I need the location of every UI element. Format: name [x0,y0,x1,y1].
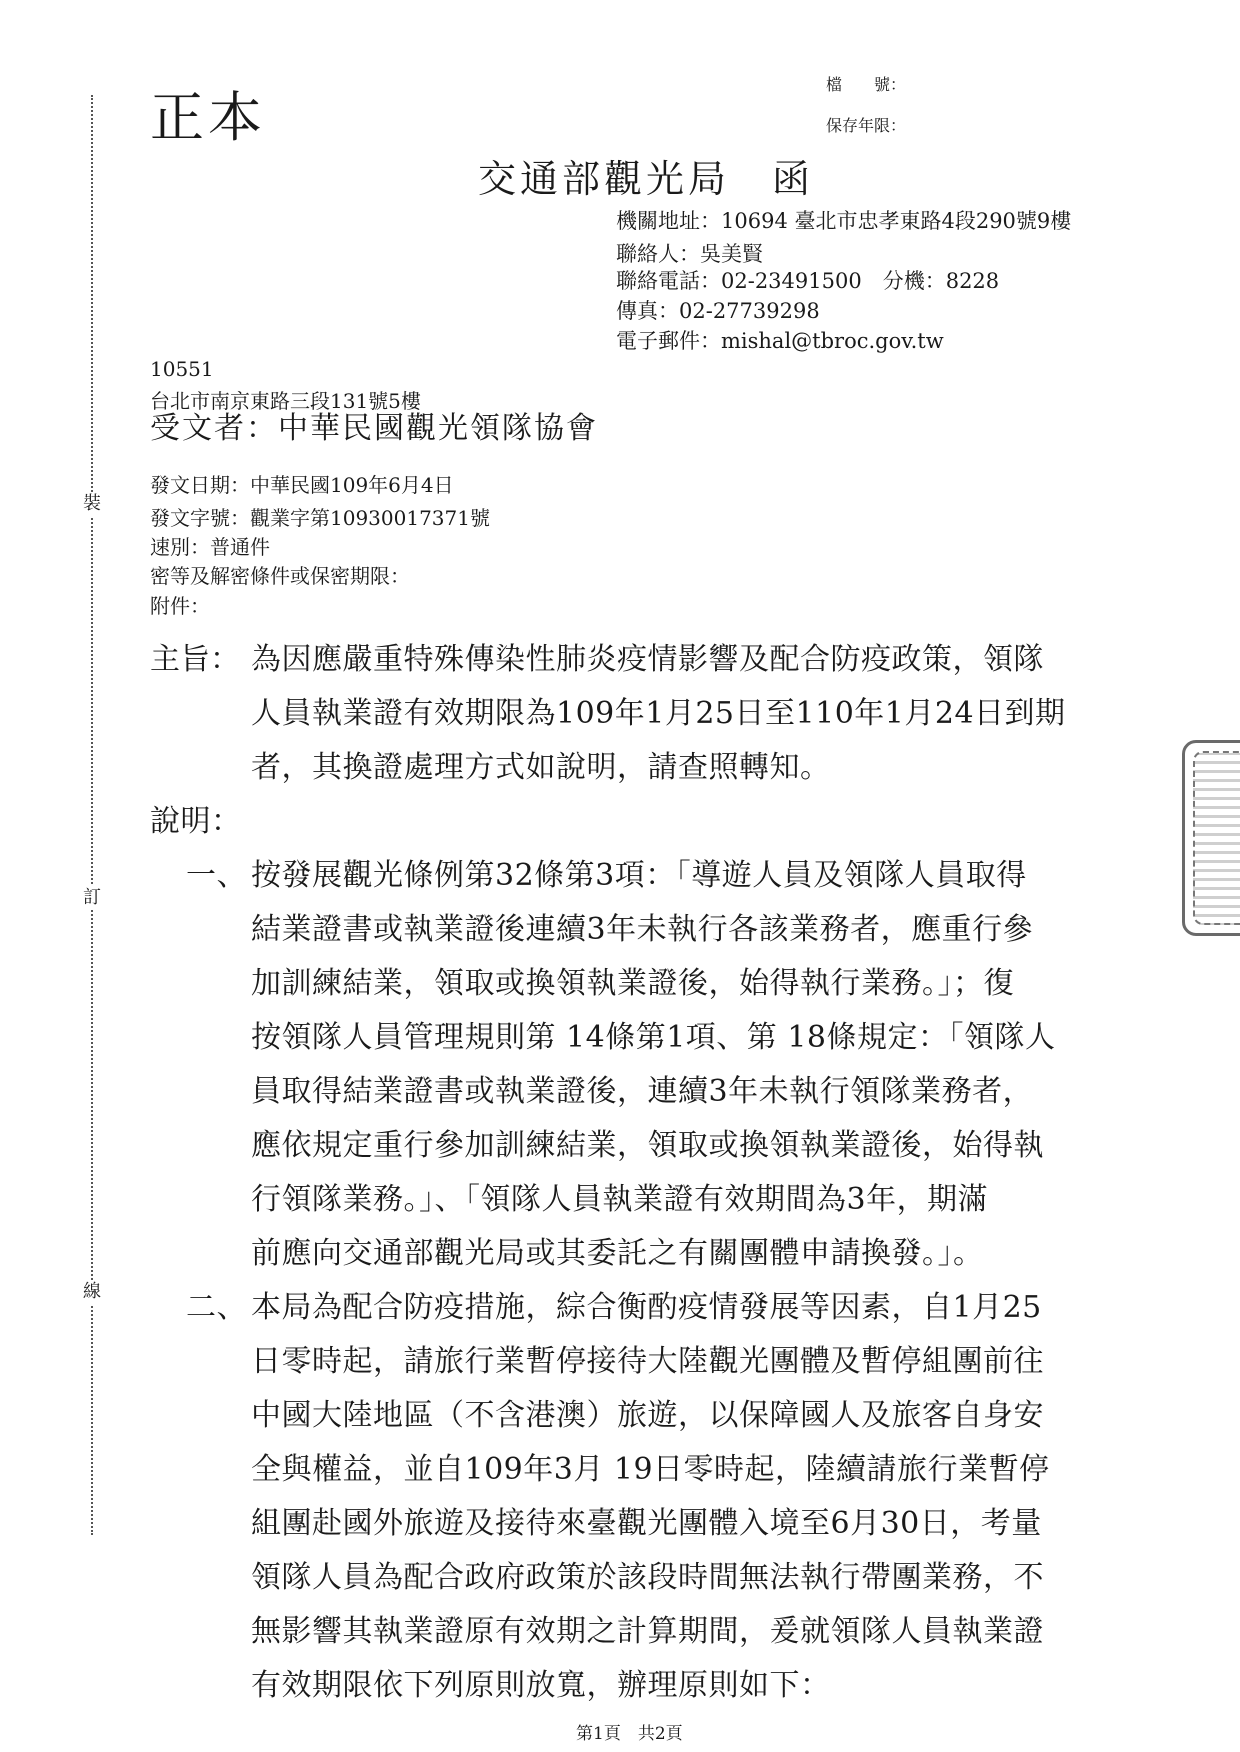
subject-label: 主旨： [150,642,240,677]
binding-line [91,95,93,1535]
recipient-name: 受文者：中華民國觀光領隊協會 [150,411,598,446]
item-1-line: 前應向交通部觀光局或其委託之有關團體申請換發。」。 [251,1236,984,1271]
urgency: 速別：普通件 [150,535,270,559]
item-2-line: 日零時起，請旅行業暫停接待大陸觀光團體及暫停組團前往 [251,1344,1044,1379]
subject-line: 為因應嚴重特殊傳染性肺炎疫情影響及配合防疫政策，領隊 [251,642,1044,677]
item-1-line: 員取得結業證書或執業證後，連續3年未執行領隊業務者， [251,1074,1034,1109]
item-2-line: 無影響其執業證原有效期之計算期間，爰就領隊人員執業證 [251,1614,1044,1649]
copy-type-label: 正本 [150,86,266,149]
sender-fax: 傳真：02-27739298 [616,299,820,323]
issue-date: 發文日期：中華民國109年6月4日 [150,473,454,497]
sender-email: 電子郵件：mishal@tbroc.gov.tw [616,329,944,353]
file-number-label: 檔 號： [826,75,907,94]
binding-char-xian: 線 [80,1280,104,1304]
item-2-marker: 二、 [186,1290,247,1325]
item-1-line: 加訓練結業，領取或換領執業證後，始得執行業務。」；復 [251,966,1014,1001]
item-1-line: 按發展觀光條例第32條第3項：「導遊人員及領隊人員取得 [251,858,1027,893]
retention-period-label: 保存年限： [826,116,907,135]
subject-line: 人員執業證有效期限為109年1月25日至110年1月24日到期 [251,696,1066,731]
subject-line: 者，其換證處理方式如說明，請查照轉知。 [251,750,831,785]
item-2-line: 領隊人員為配合政府政策於該段時間無法執行帶團業務，不 [251,1560,1044,1595]
item-1-line: 行領隊業務。」、「領隊人員執業證有效期間為3年，期滿 [251,1182,989,1217]
recipient-street-address: 台北市南京東路三段131號5樓 [150,389,421,413]
item-2-line: 本局為配合防疫措施，綜合衡酌疫情發展等因素，自1月25 [251,1290,1042,1325]
attachments: 附件： [150,594,210,618]
sender-phone: 聯絡電話：02-23491500 分機：8228 [616,269,1000,293]
explanation-label: 說明： [150,804,242,839]
item-1-line: 結業證書或執業證後連續3年未執行各該業務者，應重行參 [251,912,1034,947]
binding-char-ding: 訂 [80,886,104,910]
item-2-line: 有效期限依下列原則放寬，辦理原則如下： [251,1668,831,1703]
item-1-line: 應依規定重行參加訓練結業，領取或換領執業證後，始得執 [251,1128,1044,1163]
item-2-line: 中國大陸地區（不含港澳）旅遊，以保障國人及旅客自身安 [251,1398,1044,1433]
item-1-line: 按領隊人員管理規則第 14條第1項、第 18條規定：「領隊人 [251,1020,1056,1055]
page-number: 第1頁 共2頁 [576,1724,683,1744]
seal-stamp [1182,740,1240,936]
recipient-postal-code: 10551 [150,357,214,381]
item-2-line: 全與權益，並自109年3月 19日零時起，陸續請旅行業暫停 [251,1452,1050,1487]
binding-char-zhuang: 裝 [80,492,104,516]
sender-contact-person: 聯絡人：吳美賢 [616,242,763,266]
sender-address: 機關地址：10694 臺北市忠孝東路4段290號9樓 [616,209,1072,233]
document-title: 交通部觀光局 函 [478,157,815,201]
confidentiality: 密等及解密條件或保密期限： [150,564,410,588]
document-number: 發文字號：觀業字第10930017371號 [150,506,490,530]
item-1-marker: 一、 [186,858,247,893]
item-2-line: 組團赴國外旅遊及接待來臺觀光團體入境至6月30日，考量 [251,1506,1042,1541]
